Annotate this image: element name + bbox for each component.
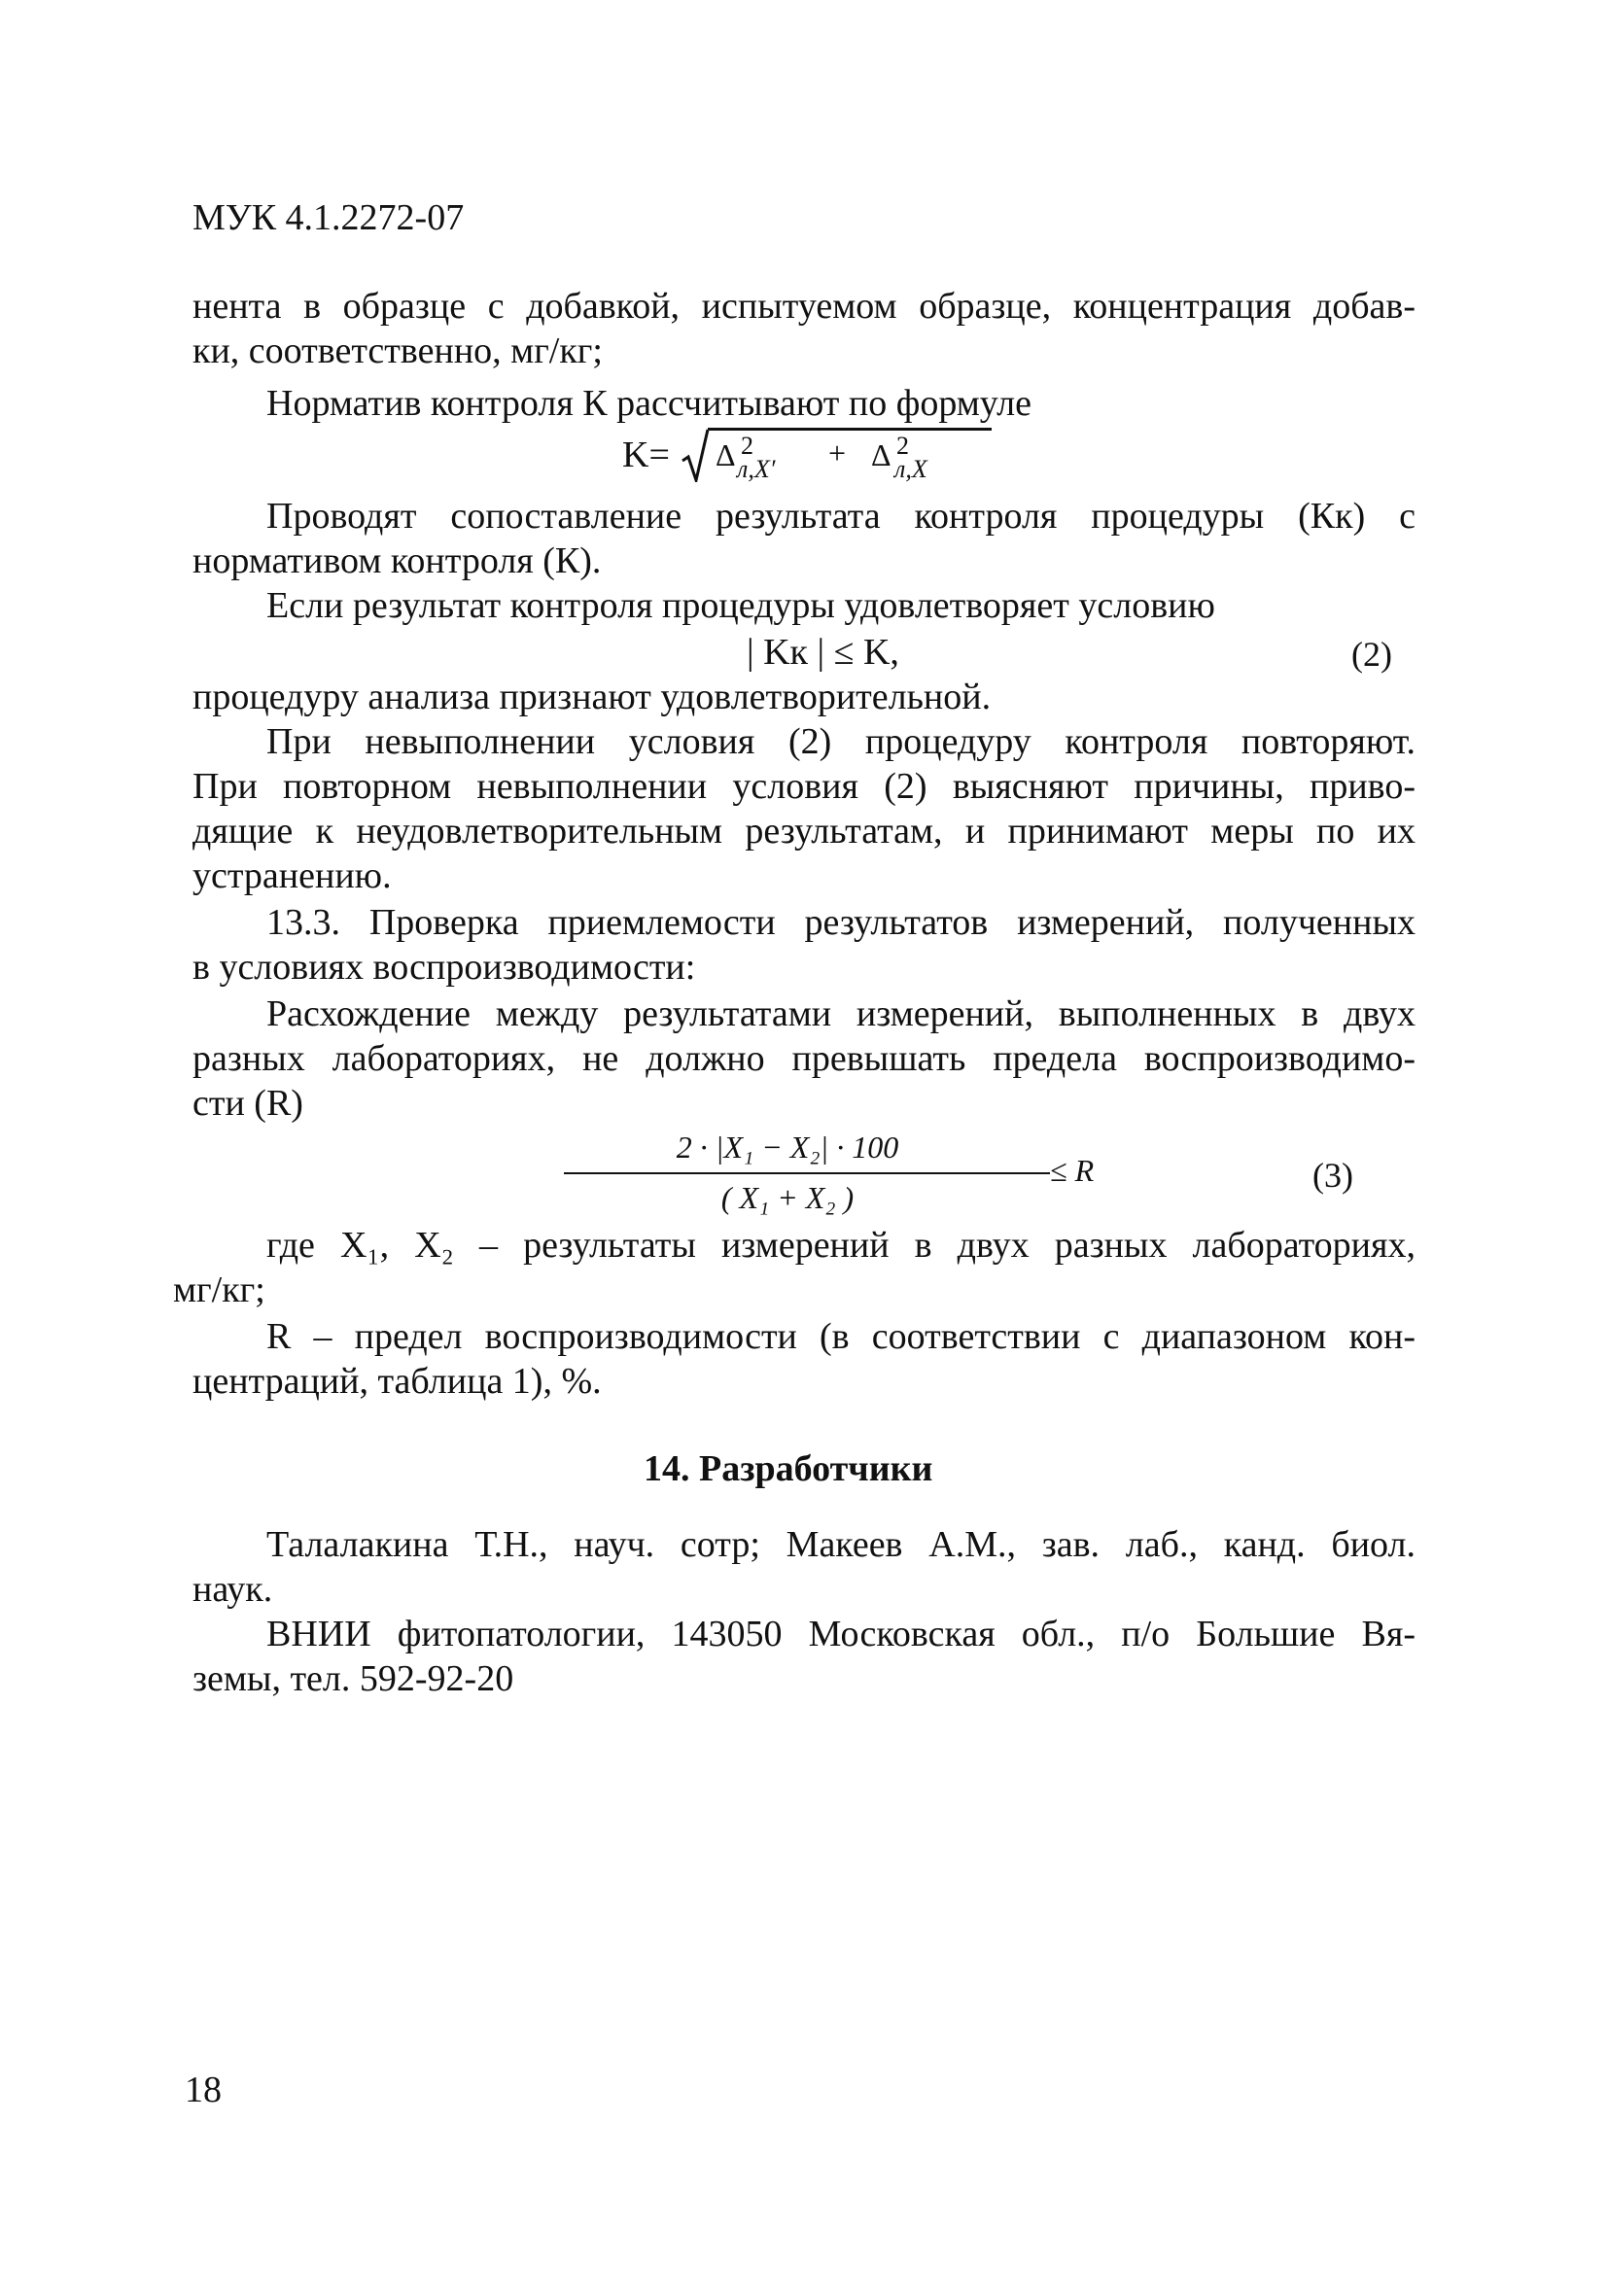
paragraph-line: При повторном невыполнении условия (2) выясняют причины, приво- [192, 766, 1416, 807]
paragraph-line: центраций, таблица 1), %. [192, 1361, 602, 1402]
paragraph-line: процедуру анализа признают удовлетворительной. [192, 677, 992, 717]
formula-term1: Δ [716, 437, 736, 472]
document-code-header: МУК 4.1.2272-07 [192, 197, 465, 238]
paragraph-line: мг/кг; [173, 1270, 265, 1310]
formula-k [622, 428, 1011, 486]
equation-number: (3) [1312, 1156, 1353, 1195]
paragraph-line: нента в образце с добавкой, испытуемом образце, концентрация добав- [192, 286, 1416, 327]
paragraph-line: 13.3. Проверка приемлемости результатов измерений, полученных [266, 902, 1416, 943]
fraction-bar [564, 1172, 1050, 1174]
formula-plus: + [828, 435, 847, 470]
paragraph-line: где X₁, X₂ – результаты измерений в двух разных лабораториях, [266, 1225, 1416, 1266]
paragraph-line: разных лабораториях, не должно превышать предела воспроизводимо- [192, 1038, 1416, 1079]
paragraph-line: Талалакина Т.Н., науч. сотр; Макеев А.М., зав. лаб., канд. биол. [266, 1524, 1416, 1565]
formula-sup1: 2 [741, 432, 753, 460]
equation-number: (2) [1351, 635, 1392, 674]
paragraph-line: Норматив контроля К рассчитывают по формуле [266, 383, 1031, 424]
paragraph-line: Если результат контроля процедуры удовлетворяет условию [266, 585, 1215, 626]
sqrt-bar [708, 428, 992, 431]
paragraph-line: в условиях воспроизводимости: [192, 947, 696, 988]
formula-sub1: л,X′ [737, 455, 776, 483]
formula-sub2: л,X [894, 455, 927, 483]
formula-lhs: K= [622, 435, 670, 475]
formula-condition: | Kк | ≤ K, [747, 632, 899, 673]
paragraph-line: сти (R) [192, 1083, 303, 1124]
paragraph-line: дящие к неудовлетворительным результатам, и принимают меры по их [192, 811, 1416, 852]
sqrt-sign-icon [681, 428, 710, 482]
page-number: 18 [185, 2070, 222, 2110]
paragraph-line: Проводят сопоставление результата контроля процедуры (Кк) с [266, 496, 1416, 537]
formula-term2: Δ [871, 437, 891, 472]
fraction-denominator: ( X₁ + X₂ ) [720, 1180, 855, 1215]
formula-relation: ≤ R [1050, 1153, 1095, 1188]
paragraph-line: устранению. [192, 855, 392, 896]
fraction-numerator: 2 · |X₁ − X₂| · 100 [676, 1130, 899, 1165]
paragraph-line: ВНИИ фитопатологии, 143050 Московская обл., п/о Большие Вя- [266, 1614, 1416, 1654]
paragraph-line: Расхождение между результатами измерений, выполненных в двух [266, 993, 1416, 1034]
paragraph-line: R – предел воспроизводимости (в соответствии с диапазоном кон- [266, 1316, 1416, 1357]
section-title: 14. Разработчики [644, 1448, 933, 1489]
paragraph-line: нормативом контроля (К). [192, 540, 602, 581]
formula-reproducibility [544, 1128, 1419, 1235]
formula-sup2: 2 [896, 432, 909, 460]
paragraph-line: ки, соответственно, мг/кг; [192, 330, 603, 371]
paragraph-line: земы, тел. 592-92-20 [192, 1658, 514, 1699]
paragraph-line: При невыполнении условия (2) процедуру контроля повторяют. [266, 721, 1416, 762]
paragraph-line: наук. [192, 1569, 273, 1610]
